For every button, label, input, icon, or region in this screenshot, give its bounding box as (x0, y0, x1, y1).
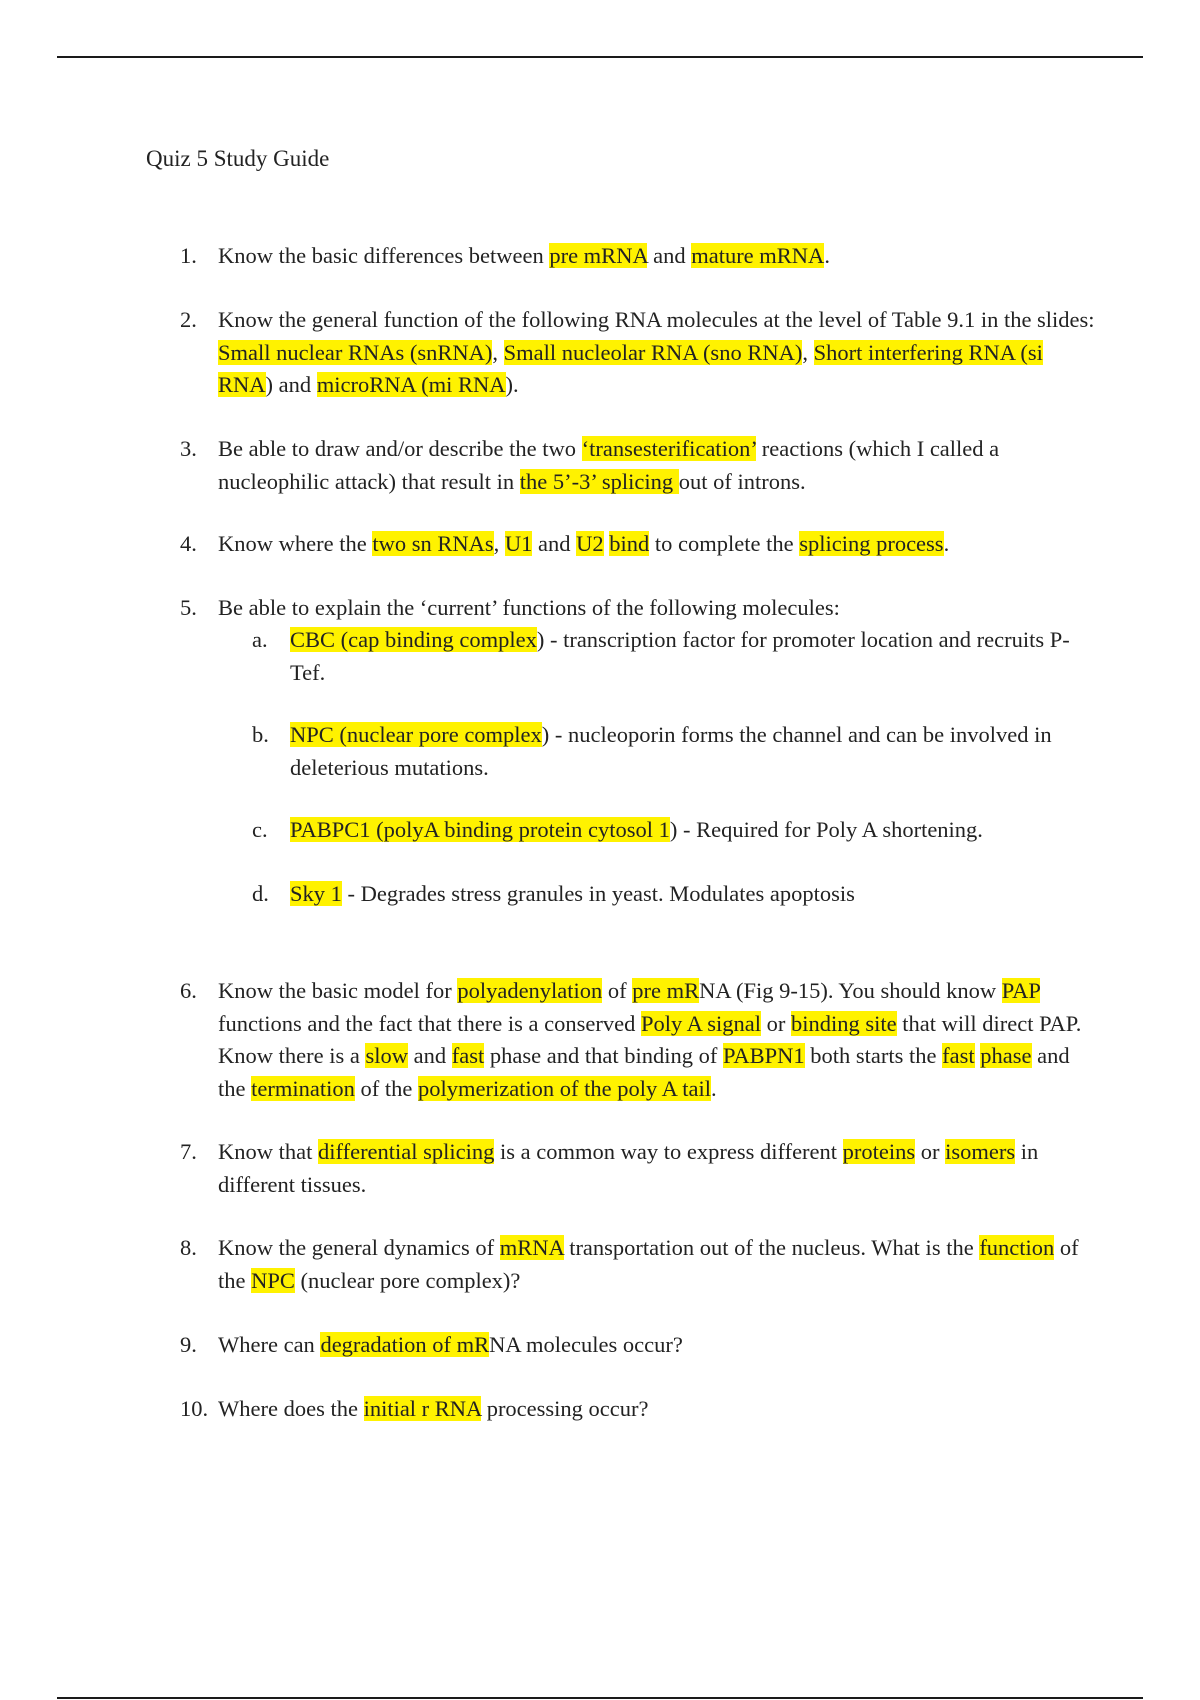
highlight: mRNA (499, 1235, 564, 1260)
highlight: NPC (nuclear pore complex (290, 722, 542, 747)
highlight: phase (980, 1043, 1032, 1068)
highlight: U2 (576, 531, 604, 556)
item-text: Know the general dynamics of mRNA transportation out of the nucleus. What is the function of the NPC (nuclear pore complex)? (218, 1235, 1079, 1293)
highlight: microRNA (mi RNA (316, 372, 506, 397)
highlight: bind (609, 531, 650, 556)
item-number: 10. (180, 1396, 209, 1421)
highlight: function (979, 1235, 1055, 1260)
item-number: 6. (180, 978, 197, 1003)
highlight: CBC (cap binding complex (290, 627, 537, 652)
sub-item-letter: c. (252, 817, 268, 842)
sub-item-text: PABPC1 (polyA binding protein cytosol 1) - Required for Poly A shortening. (290, 817, 983, 842)
highlight: the 5’-3’ splicing (519, 468, 679, 494)
highlight: proteins (842, 1139, 916, 1164)
item-number: 9. (180, 1332, 197, 1357)
highlight: mature mRNA (691, 243, 825, 268)
highlight: Poly A signal (640, 1010, 761, 1036)
highlight: Sky 1 (290, 881, 342, 906)
item-text: Know the basic model for polyadenylation of pre mRNA (Fig 9-15). You should know PAP functions and the fact that there is a conserved Poly A signal or binding site that will direct PAP. Know there is a slow and fast phase and that binding of PABPN1 both starts the fast phase and the termination of the polymerization of the poly A tail. (218, 978, 1082, 1101)
item-text: Know where the two sn RNAs, U1 and U2 bind to complete the splicing process. (218, 531, 950, 556)
highlight: U1 (504, 531, 533, 556)
highlight: differential splicing (318, 1139, 495, 1164)
sub-item-text: CBC (cap binding complex) - transcription factor for promoter location and recruits P-Tef. (290, 627, 1070, 685)
highlight: slow (365, 1043, 408, 1068)
document-title: Quiz 5 Study Guide (146, 146, 330, 171)
sub-item-letter: b. (252, 722, 269, 747)
highlight: PABPC1 (polyA binding protein cytosol 1 (290, 817, 670, 842)
top-rule (57, 56, 1143, 58)
highlight: PAP (1001, 978, 1041, 1003)
highlight: ‘transesterification’ (581, 436, 757, 461)
item-number: 2. (180, 307, 197, 332)
highlight: polyadenylation (457, 978, 603, 1003)
item-text: Know that differential splicing is a common way to express different proteins or isomers in different tissues. (218, 1139, 1039, 1197)
highlight: isomers (945, 1139, 1016, 1164)
highlight: termination (251, 1075, 355, 1101)
highlight: Small nuclear RNAs (snRNA) (218, 339, 493, 365)
highlight: initial r RNA (363, 1396, 482, 1421)
highlight: NPC (251, 1267, 295, 1293)
item-number: 5. (180, 595, 197, 620)
sub-item-letter: a. (252, 627, 268, 652)
highlight: polymerization of the poly A tail (417, 1075, 712, 1101)
highlight: PABPN1 (722, 1043, 805, 1068)
highlight: binding site (791, 1010, 897, 1036)
item-text: Where does the initial r RNA processing occur? (218, 1396, 649, 1421)
highlight: degradation of mR (320, 1332, 490, 1357)
highlight: pre mRNA (549, 243, 648, 268)
item-number: 8. (180, 1235, 197, 1260)
highlight: splicing process (799, 531, 944, 556)
sub-item-text: NPC (nuclear pore complex) - nucleoporin forms the channel and can be involved in deleterious mutations. (290, 722, 1052, 780)
item-number: 3. (180, 436, 197, 461)
item-text: Know the general function of the following RNA molecules at the level of Table 9.1 in the slides: Small nuclear RNAs (snRNA), Small nucleolar RNA (sno RNA), Short interfering RNA (si RNA) and microRNA (mi RNA). (218, 307, 1095, 397)
item-number: 1. (180, 243, 197, 268)
item-text: Be able to explain the ‘current’ functions of the following molecules: (218, 595, 840, 620)
highlight: fast (451, 1043, 485, 1068)
highlight: two sn RNAs (372, 531, 494, 556)
item-number: 7. (180, 1139, 197, 1164)
item-text: Know the basic differences between pre mRNA and mature mRNA. (218, 243, 830, 268)
highlight: fast (942, 1043, 975, 1068)
item-number: 4. (180, 531, 197, 556)
highlight: Small nucleolar RNA (sno RNA) (503, 339, 803, 365)
highlight: Short interfering RNA (si RNA (218, 339, 1043, 397)
bottom-rule (57, 1697, 1143, 1699)
highlight: pre mR (632, 978, 700, 1003)
item-text: Be able to draw and/or describe the two ‘transesterification’ reactions (which I called a nucleophilic attack) that result in the 5’-3’ splicing out of introns. (218, 436, 1000, 494)
sub-item-text: Sky 1 - Degrades stress granules in yeast. Modulates apoptosis (290, 881, 855, 906)
item-text: Where can degradation of mRNA molecules occur? (218, 1332, 683, 1357)
sub-item-letter: d. (252, 881, 269, 906)
